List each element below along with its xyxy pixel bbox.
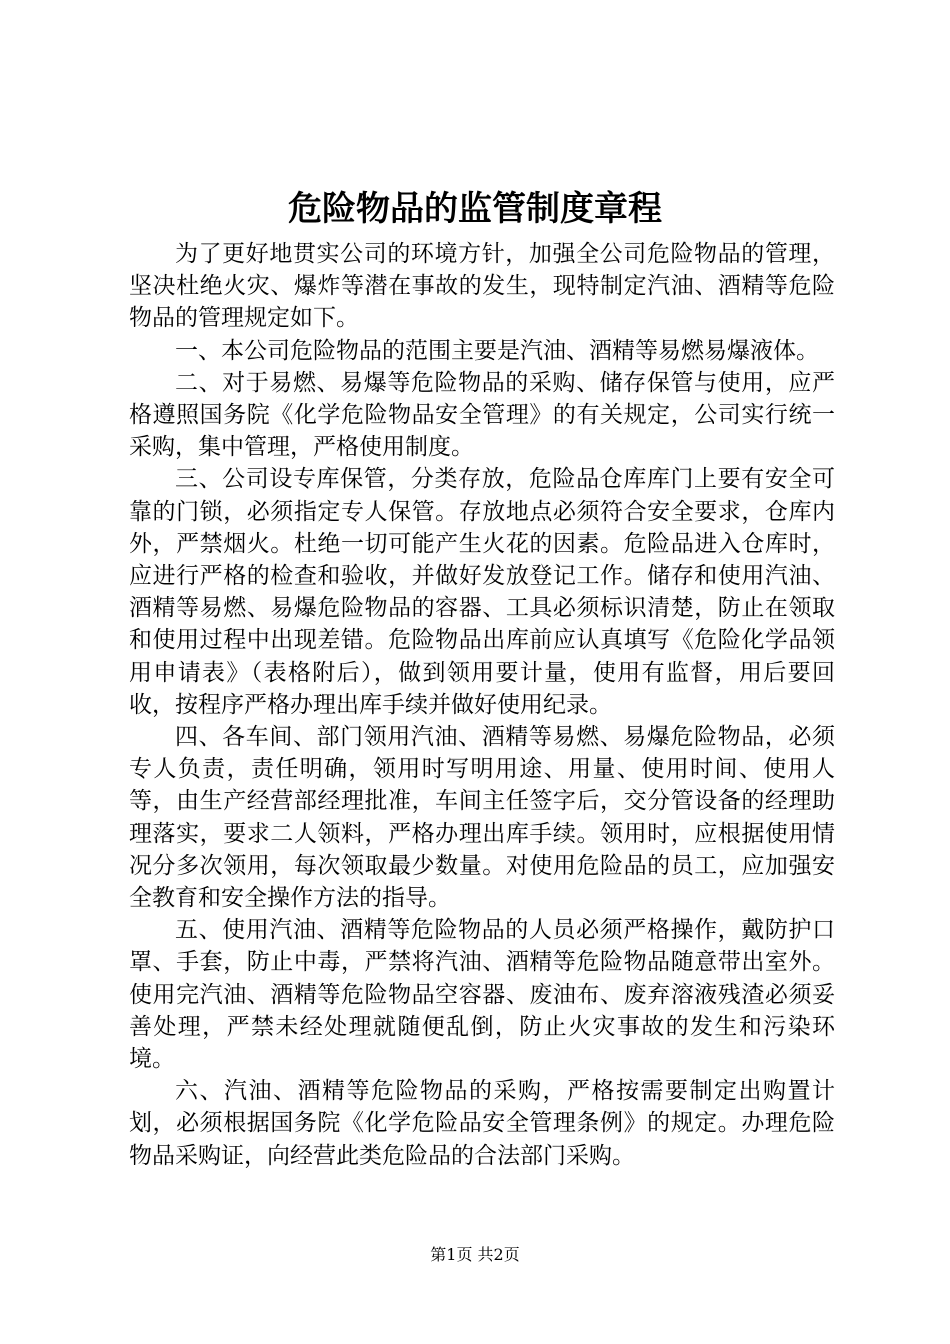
section-2-paragraph: 二、对于易燃、易爆等危险物品的采购、储存保管与使用，应严格遵照国务院《化学危险物品安全管理》的有关规定，公司实行统一采购，集中管理，严格使用制度。 — [129, 369, 835, 461]
section-3-paragraph: 三、公司设专库保管，分类存放，危险品仓库库门上要有安全可靠的门锁，必须指定专人保管。存放地点必须符合安全要求，仓库内外，严禁烟火。杜绝一切可能产生火花的因素。危险品进入仓库时，应进行严格的检查和验收，并做好发放登记工作。储存和使用汽油、酒精等易燃、易爆危险物品的容器、工具必须标识清楚，防止在领取和使用过程中出现差错。危险物品出库前应认真填写《危险化学品领用申请表》（表格附后），做到领用要计量，使用有监督，用后要回收，按程序严格办理出库手续并做好使用纪录。 — [129, 466, 835, 718]
page-footer: 第1页 共2页 — [430, 1245, 520, 1264]
section-1-paragraph: 一、本公司危险物品的范围主要是汽油、酒精等易燃易爆液体。 — [175, 337, 819, 364]
section-4-paragraph: 四、各车间、部门领用汽油、酒精等易燃、易爆危险物品，必须专人负责，责任明确，领用时写明用途、用量、使用时间、使用人等，由生产经营部经理批准，车间主任签字后，交分管设备的经理助理落实，要求二人领料，严格办理出库手续。领用时，应根据使用情况分多次领用，每次领取最少数量。对使用危险品的员工，应加强安全教育和安全操作方法的指导。 — [129, 724, 835, 912]
section-5-paragraph: 五、使用汽油、酒精等危险物品的人员必须严格操作，戴防护口罩、手套，防止中毒，严禁将汽油、酒精等危险物品随意带出室外。使用完汽油、酒精等危险物品空容器、废油布、废弃溶液残渣必须妥善处理，严禁未经处理就随便乱倒，防止火灾事故的发生和污染环境。 — [129, 917, 835, 1073]
section-6-paragraph: 六、汽油、酒精等危险物品的采购，严格按需要制定出购置计划，必须根据国务院《化学危险品安全管理条例》的规定。办理危险物品采购证，向经营此类危险品的合法部门采购。 — [129, 1078, 835, 1169]
document-title: 危险物品的监管制度章程 — [288, 189, 662, 229]
intro-paragraph: 为了更好地贯实公司的环境方针，加强全公司危险物品的管理，坚决杜绝火灾、爆炸等潜在事故的发生，现特制定汽油、酒精等危险物品的管理规定如下。 — [129, 241, 835, 332]
document-body — [129, 238, 835, 1172]
